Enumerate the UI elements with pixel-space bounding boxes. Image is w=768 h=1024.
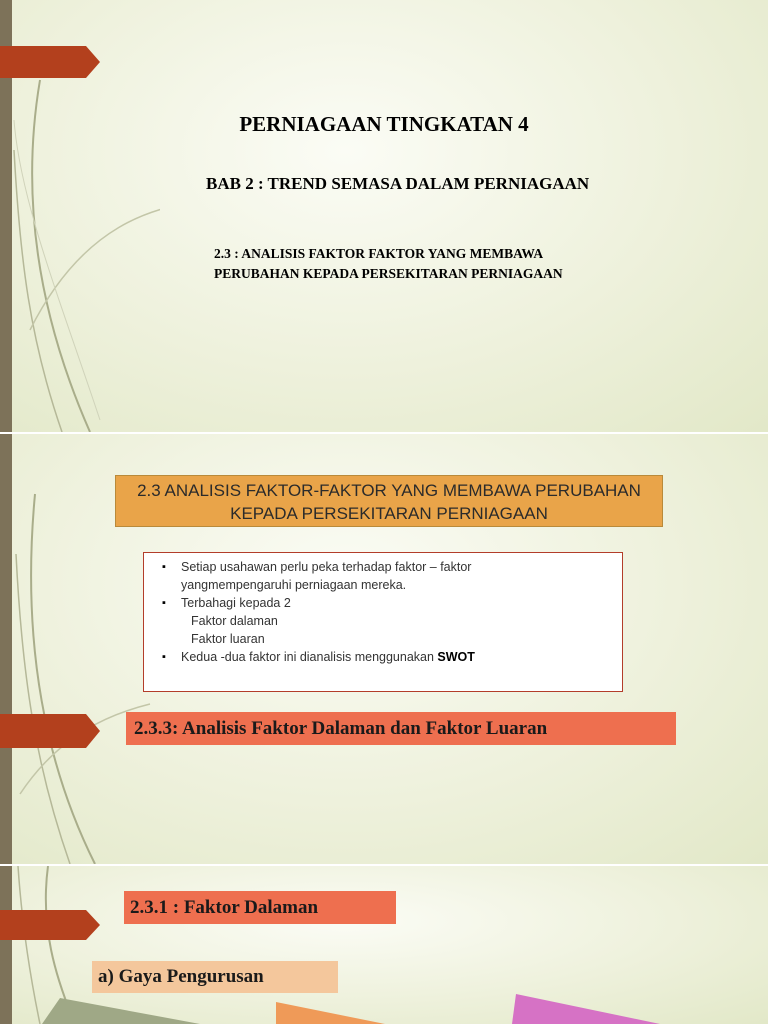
section-heading-line-2: KEPADA PERSEKITARAN PERNIAGAAN — [230, 504, 548, 523]
bullet-item-2: ▪ Terbahagi kepada 2 — [144, 594, 622, 612]
slide-tab-marker — [0, 910, 100, 940]
bullet-item-1: ▪ Setiap usahawan perlu peka terhadap faktor – faktor — [144, 558, 622, 576]
decorative-shapes — [0, 990, 768, 1024]
slide-3 — [0, 866, 768, 1024]
subsection-heading-box: 2.3.3: Analisis Faktor Dalaman dan Faktor Luaran — [126, 712, 676, 745]
subsection-heading-box: 2.3.1 : Faktor Dalaman — [124, 891, 396, 924]
item-heading-box: a) Gaya Pengurusan — [92, 961, 338, 993]
slide-2 — [0, 434, 768, 864]
bullet-item-3-text: Kedua -dua faktor ini dianalisis menggunakan — [181, 650, 438, 664]
section-heading-line-1: 2.3 ANALISIS FAKTOR-FAKTOR YANG MEMBAWA PERUBAHAN — [137, 481, 641, 500]
bullet-item-1-continued: yangmempengaruhi perniagaan mereka. — [181, 578, 407, 592]
slide-1 — [0, 0, 768, 432]
section-title-line-2: PERUBAHAN KEPADA PERSEKITARAN PERNIAGAAN — [214, 266, 563, 281]
section-title-line-1: 2.3 : ANALISIS FAKTOR FAKTOR YANG MEMBAWA — [214, 246, 544, 261]
page-title: PERNIAGAAN TINGKATAN 4 — [239, 112, 529, 136]
chapter-title: BAB 2 : TREND SEMASA DALAM PERNIAGAAN — [206, 174, 590, 193]
swot-label: SWOT — [437, 650, 475, 664]
section-title — [214, 244, 563, 284]
bullet-list-box — [143, 552, 623, 692]
slide-tab-marker — [0, 46, 100, 78]
slide-tab-marker — [0, 714, 100, 748]
sub-item-faktor-dalaman: Faktor dalaman — [191, 614, 278, 628]
bullet-item-3 — [144, 648, 622, 666]
section-heading-box — [115, 475, 663, 527]
sub-item-faktor-luaran: Faktor luaran — [191, 632, 265, 646]
